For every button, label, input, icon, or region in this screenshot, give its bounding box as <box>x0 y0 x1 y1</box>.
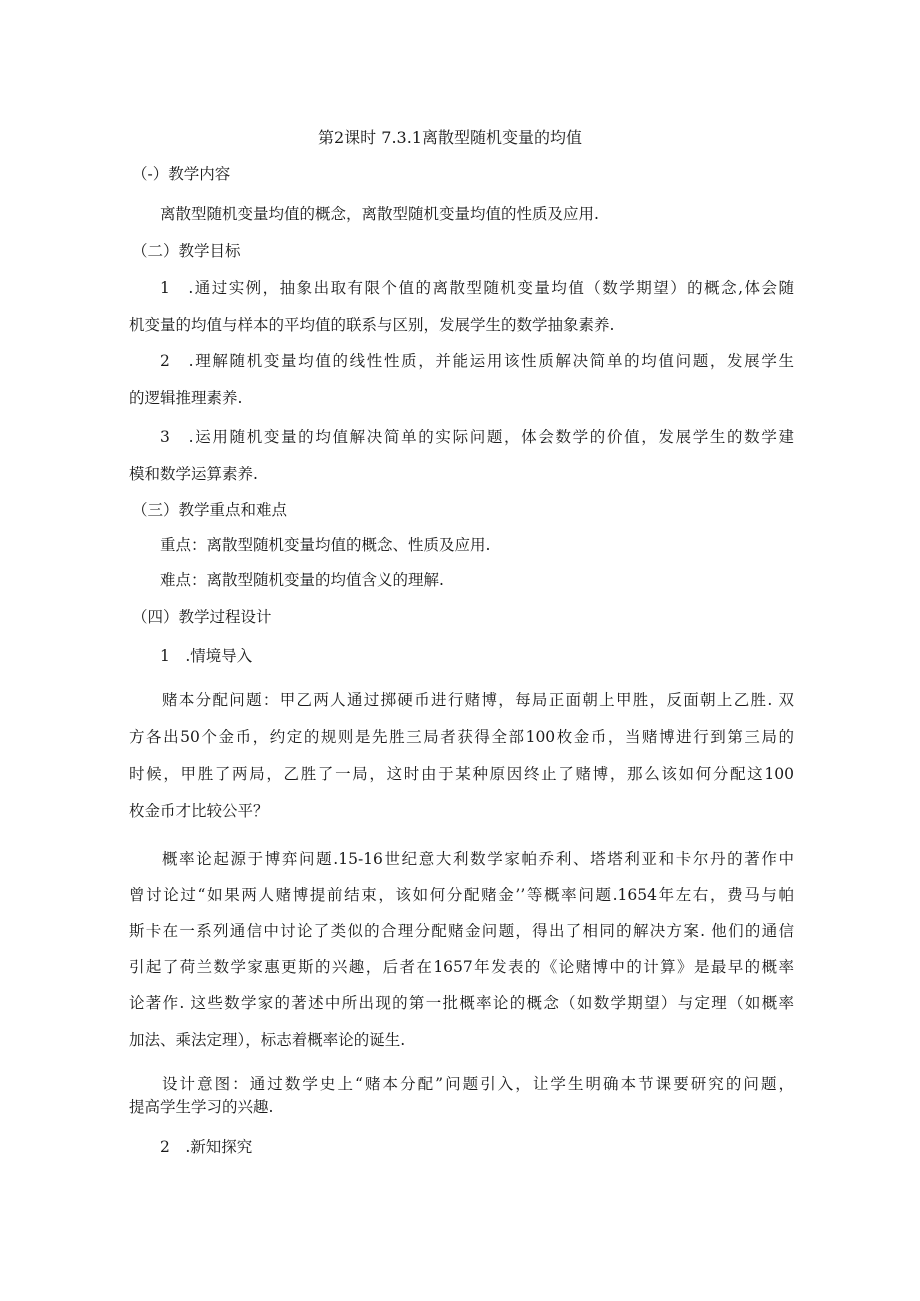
section-heading-process: （四）教学过程设计 <box>132 608 272 626</box>
paragraph-2-line-6: 加法、乘法定理），标志着概率论的诞生. <box>129 1031 406 1049</box>
document-title: 第2课时 7.3.1离散型随机变量的均值 <box>318 128 582 147</box>
objective-3-line-2: 模和数学运算素养. <box>129 465 258 483</box>
paragraph-1-line-4: 枚金币才比较公平？ <box>129 802 269 820</box>
subsection-intro: 1 .情境导入 <box>160 647 253 665</box>
key-point: 重点：离散型随机变量均值的概念、性质及应用. <box>160 536 491 554</box>
subsection-new-knowledge: 2 .新知探究 <box>160 1138 253 1156</box>
paragraph-1-line-3: 时候，甲胜了两局，乙胜了一局，这时由于某种原因终止了赌博，那么该如何分配这100 <box>129 765 794 783</box>
section-heading-objectives: （二）教学目标 <box>132 242 241 260</box>
paragraph-2-line-4: 引起了荷兰数学家惠更斯的兴趣，后者在1657年发表的《论赌博中的计算》是最早的概率 <box>129 958 794 976</box>
paragraph-2-line-1: 概率论起源于博弈问题.15-16世纪意大利数学家帕乔利、塔塔利亚和卡尔丹的著作中 <box>162 850 794 868</box>
content-paragraph: 离散型随机变量均值的概念，离散型随机变量均值的性质及应用. <box>160 205 599 223</box>
design-intent-line-1: 设计意图：通过数学史上“赌本分配”问题引入，让学生明确本节课要研究的问题， <box>162 1075 794 1093</box>
objective-3-line-1: 3 .运用随机变量的均值解决简单的实际问题，体会数学的价值，发展学生的数学建 <box>160 428 794 446</box>
objective-1-line-2: 机变量的均值与样本的平均值的联系与区别，发展学生的数学抽象素养. <box>129 316 615 334</box>
section-heading-key-points: （三）教学重点和难点 <box>132 501 288 519</box>
objective-2-line-2: 的逻辑推理素养. <box>129 389 243 407</box>
paragraph-2-line-3: 斯卡在一系列通信中讨论了类似的合理分配赌金问题，得出了相同的解决方案. 他们的通信 <box>129 922 794 940</box>
paragraph-2-line-2: 曾讨论过“如果两人赌博提前结束，该如何分配赌金’’等概率问题.1654年左右，费马与帕 <box>129 886 794 904</box>
design-intent-line-2: 提高学生学习的兴趣. <box>129 1098 274 1116</box>
section-heading-content: （-）教学内容 <box>132 165 231 183</box>
objective-1-line-1: 1 .通过实例，抽象出取有限个值的离散型随机变量均值（数学期望）的概念,体会随 <box>160 279 794 297</box>
paragraph-1-line-1: 赌本分配问题：甲乙两人通过掷硬币进行赌博，每局正面朝上甲胜，反面朝上乙胜. 双 <box>162 691 794 709</box>
paragraph-2-line-5: 论著作. 这些数学家的著述中所出现的第一批概率论的概念（如数学期望）与定理（如概率 <box>129 994 794 1012</box>
paragraph-1-line-2: 方各出50个金币，约定的规则是先胜三局者获得全部100枚金币，当赌博进行到第三局的 <box>129 728 794 746</box>
difficult-point: 难点：离散型随机变量的均值含义的理解. <box>160 571 444 589</box>
objective-2-line-1: 2 .理解随机变量均值的线性性质，并能运用该性质解决简单的均值问题，发展学生 <box>160 352 794 370</box>
